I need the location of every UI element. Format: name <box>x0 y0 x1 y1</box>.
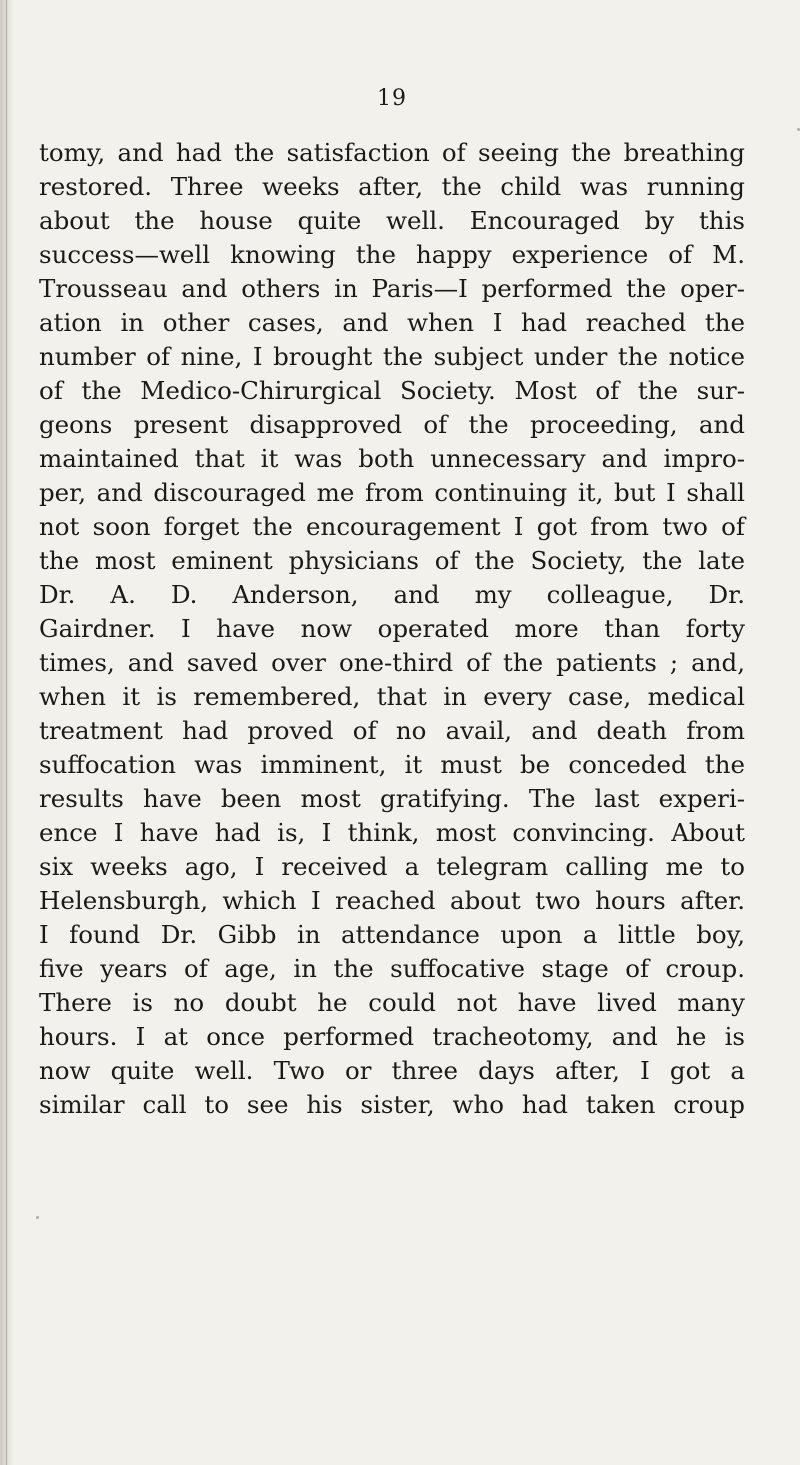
text-line: six weeks ago, I received a telegram calling me to <box>39 852 745 881</box>
text-line: Dr. A. D. Anderson, and my colleague, Dr. <box>39 580 745 609</box>
text-line: now quite well. Two or three days after, I got a <box>39 1056 745 1085</box>
text-line: of the Medico-Chirurgical Society. Most of the sur- <box>39 376 745 405</box>
text-line: five years of age, in the suffocative stage of croup. <box>39 954 745 983</box>
text-line: times, and saved over one-third of the patients ; and, <box>39 648 745 677</box>
text-line: not soon forget the encouragement I got from two of <box>39 512 745 541</box>
text-line: ence I have had is, I think, most convincing. About <box>39 818 745 847</box>
text-line: per, and discouraged me from continuing it, but I shall <box>39 478 745 507</box>
text-line: treatment had proved of no avail, and death from <box>39 716 745 745</box>
text-line: maintained that it was both unnecessary and impro- <box>39 444 745 473</box>
text-line: about the house quite well. Encouraged by this <box>39 206 745 235</box>
text-line: results have been most gratifying. The last experi- <box>39 784 745 813</box>
text-line: ation in other cases, and when I had reached the <box>39 308 745 337</box>
text-line: Gairdner. I have now operated more than forty <box>39 614 745 643</box>
text-line: Helensburgh, which I reached about two hours after. <box>39 886 745 915</box>
text-line: number of nine, I brought the subject under the notice <box>39 342 745 371</box>
text-line: when it is remembered, that in every case, medical <box>39 682 745 711</box>
text-line: There is no doubt he could not have lived many <box>39 988 745 1017</box>
body-text <box>39 136 745 1122</box>
paper-speck <box>36 1216 39 1219</box>
text-line: geons present disapproved of the proceeding, and <box>39 410 745 439</box>
text-line: tomy, and had the satisfaction of seeing the breathing <box>39 138 745 167</box>
text-line: success—well knowing the happy experience of M. <box>39 240 745 269</box>
text-line: hours. I at once performed tracheotomy, and he is <box>39 1022 745 1051</box>
text-line: restored. Three weeks after, the child was running <box>39 172 745 201</box>
page-gutter-line <box>6 0 7 1465</box>
text-line: suffocation was imminent, it must be conceded the <box>39 750 745 779</box>
text-line: Trousseau and others in Paris—I performed the oper- <box>39 274 745 303</box>
page-gutter-shadow <box>0 0 14 1465</box>
text-line: I found Dr. Gibb in attendance upon a little boy, <box>39 920 745 949</box>
text-line: similar call to see his sister, who had taken croup <box>39 1090 745 1119</box>
page-number: 19 <box>377 86 407 111</box>
text-line: the most eminent physicians of the Society, the late <box>39 546 745 575</box>
